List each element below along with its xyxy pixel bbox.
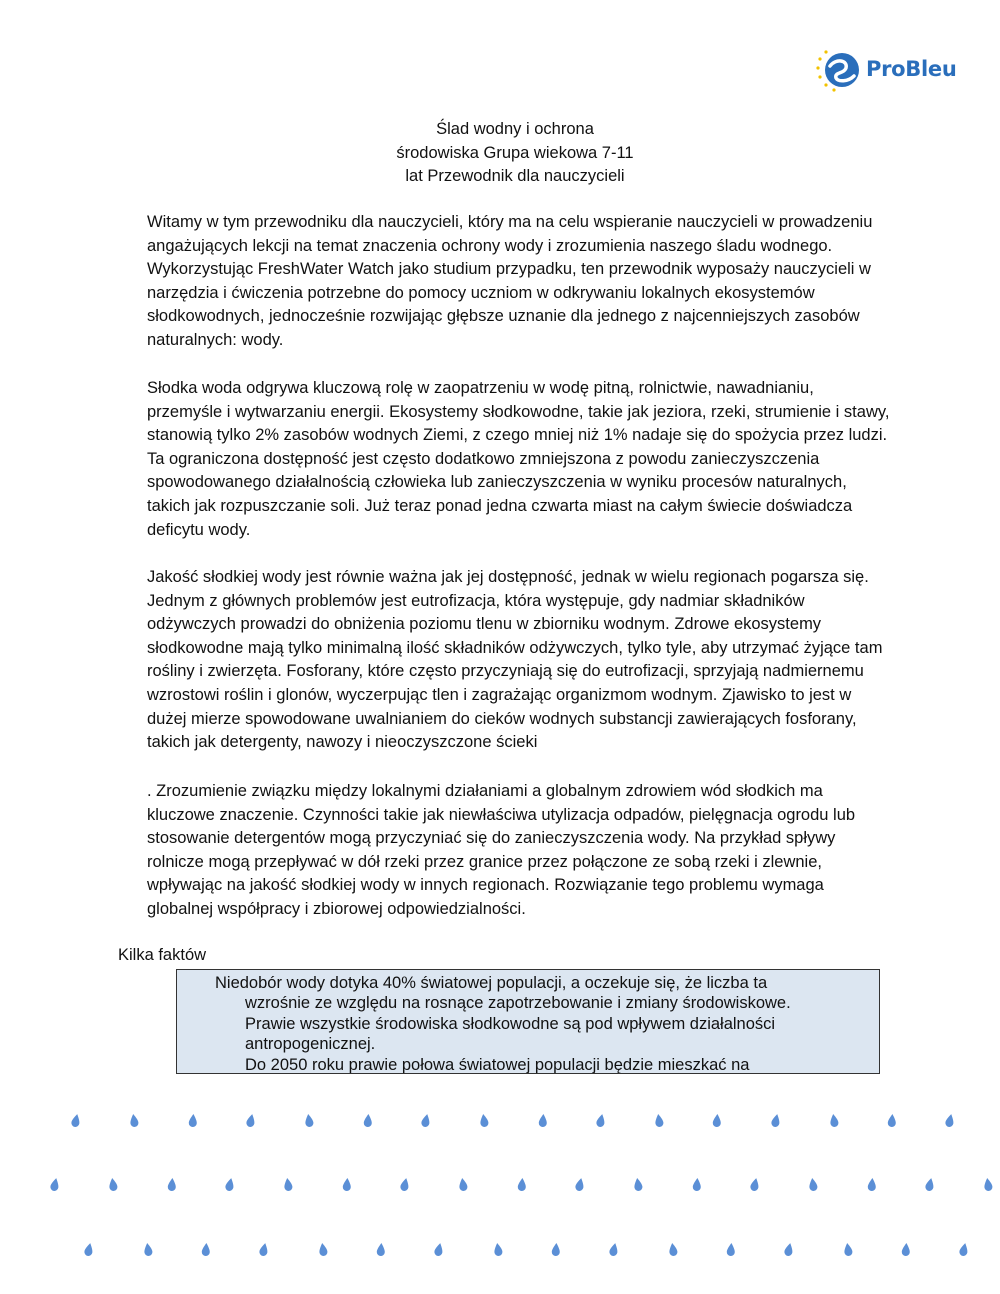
- water-drop-icon: [129, 1114, 139, 1128]
- water-drop-icon: [71, 1113, 82, 1127]
- water-drop-icon: [518, 1178, 527, 1192]
- water-drop-icon: [868, 1178, 877, 1192]
- title-line-2: środowiska Grupa wiekowa 7-11: [396, 143, 634, 162]
- water-quality-paragraph: Jakość słodkiej wody jest równie ważna jak jej dostępność, jednak w wielu regionach pogarsza się. Jednym z głównych problemów jest eutrofizacja, która występuje, gdy nadmiar składników odżywczych prowadzi do obniżenia poziomu tlenu w zbiorniku wodnym. Zdrowe ekosystemy słodkowodne mają tylko minimalną ilość składników odżywczych, tylko tyle, aby utrzymać żyjące tam rośliny i zwierzęta. Fosforany, które często przyczyniają się do eutrofizacji, sprzyjają nadmiernemu wzrostowi roślin i glonów, wyczerpując tlen i zagrażając organizmom wodnym. Zjawisko to jest w dużej mierze spowodowane uwalnianiem do cieków wodnych substancji zawierających fosforany, takich jak detergenty, nawozy i nieoczyszczone ścieki: [147, 568, 883, 752]
- facts-box: [176, 969, 880, 1074]
- probleu-logo: [812, 44, 972, 94]
- water-drop-icon: [959, 1242, 970, 1256]
- water-drop-icon: [458, 1178, 468, 1192]
- water-drop-icon: [668, 1243, 678, 1257]
- water-drop-icon: [377, 1243, 386, 1257]
- water-drop-icon: [654, 1114, 664, 1128]
- probleu-logo-icon: [812, 44, 864, 94]
- water-drop-icon: [202, 1243, 211, 1257]
- water-drop-icon: [713, 1114, 722, 1128]
- water-drop-icon: [189, 1114, 198, 1128]
- freshwater-role-paragraph: Słodka woda odgrywa kluczową rolę w zaopatrzeniu w wodę pitną, rolnictwie, nawadnianiu, przemyśle i wytwarzaniu energii. Ekosystemy słodkowodne, takie jak jeziora, rzeki, strumienie i stawy, stanowią tylko 2% zasobów wodnych Ziemi, z czego mniej niż 1% nadaje się do spożycia przez ludzi. Ta ograniczona dostępność jest często dodatkowo zmniejszona z powodu zanieczyszczenia spowodowanego działalnością człowieka lub zanieczyszczenia w wyniku procesów naturalnych, takich jak rozpuszczanie soli. Już teraz ponad jedna czwarta miast na całym świecie doświadcza deficytu wody.: [147, 379, 890, 539]
- water-drop-icon: [552, 1243, 561, 1257]
- water-drop-icon: [400, 1177, 411, 1191]
- water-drop-icon: [750, 1177, 761, 1191]
- water-drop-icon: [596, 1113, 607, 1127]
- fact-item: [215, 973, 871, 1014]
- fact-item: Prawie wszystkie środowiska słodkowodne są pod wpływem działalności antropogenicznej.: [245, 1014, 776, 1054]
- facts-heading: Kilka faktów: [118, 946, 207, 964]
- fact-1-line-1: Niedobór wody dotyka 40% światowej populacji, a oczekuje się, że liczba ta: [215, 974, 768, 992]
- water-drop-icon: [364, 1114, 373, 1128]
- water-drop-icon: [108, 1178, 118, 1192]
- page-title: [300, 118, 730, 189]
- water-drop-icon: [259, 1242, 270, 1256]
- fact-item: Do 2050 roku prawie połowa światowej populacji będzie mieszkać na: [245, 1055, 750, 1074]
- title-line-3: lat Przewodnik dla nauczycieli: [405, 167, 625, 185]
- water-drop-icon: [843, 1243, 853, 1257]
- logo-brand-text: ProBleu: [866, 57, 957, 81]
- water-drop-icon: [246, 1113, 257, 1127]
- water-drop-icon: [771, 1113, 782, 1127]
- water-drop-icon: [50, 1177, 61, 1191]
- water-drop-icon: [421, 1113, 432, 1127]
- water-drop-icon: [539, 1114, 548, 1128]
- water-drop-icon: [143, 1243, 153, 1257]
- water-drop-icon: [693, 1178, 702, 1192]
- water-drop-icon: [225, 1177, 236, 1191]
- fact-1-line-2: wzrośnie ze względu na rosnące zapotrzebowanie i zmiany środowiskowe.: [245, 994, 791, 1013]
- water-drop-icon: [434, 1242, 445, 1256]
- water-drop-icon: [168, 1178, 177, 1192]
- title-line-1: Ślad wodny i ochrona: [436, 120, 594, 138]
- water-drop-icon: [633, 1178, 643, 1192]
- water-drop-icon: [983, 1178, 993, 1192]
- water-drop-icon: [575, 1177, 586, 1191]
- local-global-paragraph: . Zrozumienie związku między lokalnymi działaniami a globalnym zdrowiem wód słodkich ma kluczowe znaczenie. Czynności takie jak niewłaściwa utylizacja odpadów, pielęgnacja ogrodu lub stosowanie detergentów mogą przyczyniać się do zanieczyszczenia wody. Na przykład spływy rolnicze mogą przepływać w dół rzeki przez granice przez połączone ze sobą rzeki i zlewnie, wpływając na jakość słodkiej wody w innych regionach. Rozwiązanie tego problemu wymaga globalnej współpracy i zbiorowej odpowiedzialności.: [147, 782, 856, 918]
- water-drop-icon: [493, 1243, 503, 1257]
- water-drop-icon: [304, 1114, 314, 1128]
- water-drop-icon: [727, 1243, 736, 1257]
- water-drop-icon: [945, 1113, 956, 1127]
- water-drop-icon: [808, 1178, 818, 1192]
- water-drop-icon: [84, 1242, 95, 1256]
- water-drop-icon: [343, 1178, 352, 1192]
- water-drop-icon: [902, 1243, 911, 1257]
- water-drop-icon: [925, 1177, 936, 1191]
- water-drop-icon: [609, 1242, 620, 1256]
- water-drop-icon: [829, 1114, 839, 1128]
- water-drop-icon: [784, 1242, 795, 1256]
- intro-paragraph: Witamy w tym przewodniku dla nauczycieli, który ma na celu wspieranie nauczycieli w prowadzeniu angażujących lekcji na temat znaczenia ochrony wody i zrozumienia naszego śladu wodnego. Wykorzystując FreshWater Watch jako studium przypadku, ten przewodnik wyposaży nauczycieli w narzędzia i ćwiczenia potrzebne do pomocy uczniom w odkrywaniu lokalnych ekosystemów słodkowodnych, jednocześnie rozwijając głębsze uznanie dla jednego z najcenniejszych zasobów naturalnych: wody.: [147, 213, 873, 349]
- water-drop-icon: [318, 1243, 328, 1257]
- water-drop-icon: [479, 1114, 489, 1128]
- water-drops-decoration: [0, 1100, 1000, 1294]
- water-drop-icon: [888, 1114, 897, 1128]
- water-drop-icon: [283, 1178, 293, 1192]
